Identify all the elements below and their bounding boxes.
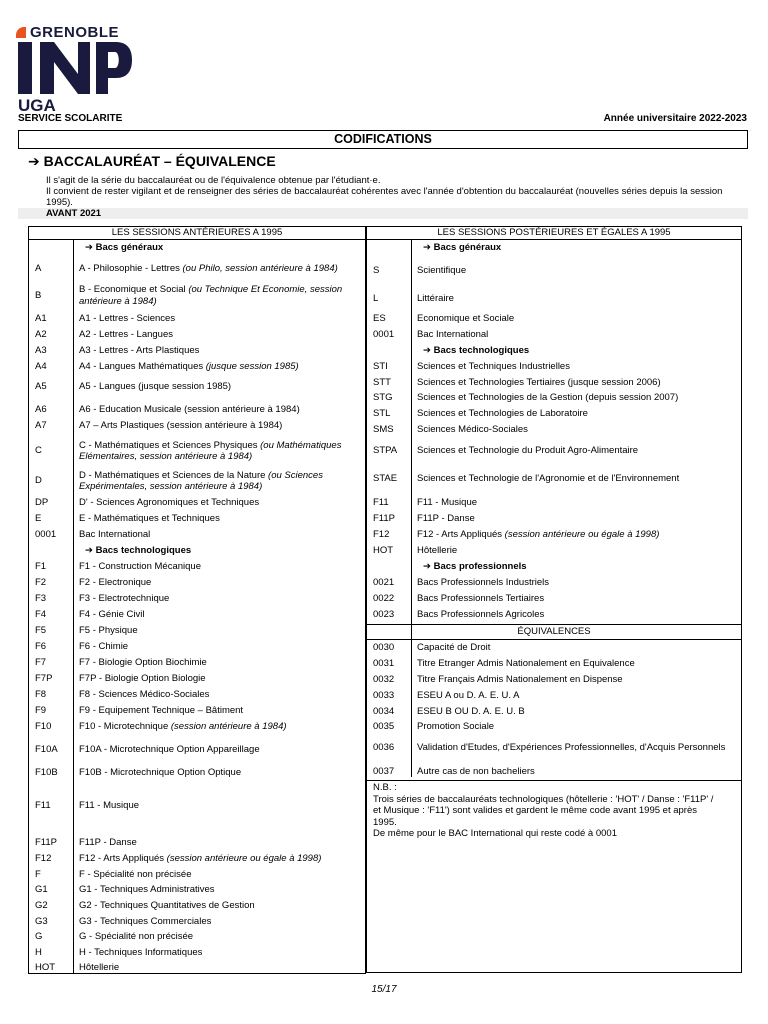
equivalence-code: 0034 <box>373 706 395 718</box>
right-table-row <box>367 439 741 463</box>
left-table-row <box>29 511 365 527</box>
right-table-description: Economique et Sociale <box>417 313 515 325</box>
right-table-row <box>367 575 741 591</box>
left-table-code: F10B <box>35 767 58 779</box>
logo-mark <box>16 27 26 38</box>
equivalence-description: Promotion Sociale <box>417 721 495 733</box>
left-table-row <box>29 559 365 575</box>
left-table-row <box>29 898 365 914</box>
right-table-description: ➔ Bacs professionnels <box>423 561 527 573</box>
left-table-code: G <box>35 931 43 943</box>
left-table-row <box>29 359 365 375</box>
left-table-row <box>29 882 365 898</box>
left-table-note: (ou Mathématiques Elémentaires, session antérieure à 1984) <box>79 439 342 462</box>
left-table-code: F7P <box>35 673 53 685</box>
left-table-row <box>29 527 365 543</box>
left-table-description: F9 - Equipement Technique – Bâtiment <box>79 705 244 717</box>
left-table-note: (ou Technique Et Economie, session antérieure à 1984) <box>79 284 343 307</box>
equivalence-description: Titre Français Admis Nationalement en Dispense <box>417 674 623 686</box>
left-table-code: F8 <box>35 689 47 701</box>
left-table-code: F10 <box>35 721 52 733</box>
left-table-row <box>29 402 365 418</box>
left-table-row <box>29 719 365 735</box>
left-table-row <box>29 687 365 703</box>
left-table-description: H - Techniques Informatiques <box>79 947 203 959</box>
left-table-row <box>29 703 365 719</box>
equivalences-header: ÉQUIVALENCES <box>367 624 741 640</box>
left-table-row <box>29 929 365 945</box>
left-table-code: A <box>35 262 42 274</box>
equivalence-row <box>367 764 741 780</box>
right-table-code: STG <box>373 392 393 404</box>
right-table-code: HOT <box>373 545 394 557</box>
section-title-text: BACCALAURÉAT – ÉQUIVALENCE <box>43 153 276 169</box>
left-table-description: F3 - Electrotechnique <box>79 593 170 605</box>
left-table-code: A4 <box>35 361 47 373</box>
left-table-row <box>29 418 365 434</box>
left-table-code: G2 <box>35 900 48 912</box>
left-table-code: A7 <box>35 420 47 432</box>
left-table-row <box>29 735 365 765</box>
left-table-code: F6 <box>35 641 47 653</box>
right-table-description: Sciences et Technologie du Produit Agro-Alimentaire <box>417 445 639 457</box>
right-table-code: 0001 <box>373 329 395 341</box>
left-table-row <box>29 375 365 399</box>
right-table-row <box>367 559 741 575</box>
left-table-code: B <box>35 289 42 301</box>
service-label: SERVICE SCOLARITE <box>18 113 123 124</box>
right-table-description: ➔ Bacs généraux <box>423 242 502 254</box>
equivalence-row <box>367 640 741 656</box>
right-table-code: ES <box>373 313 386 325</box>
left-table-code: A1 <box>35 313 47 325</box>
left-table-note: (ou Sciences Expérimentales, session antérieure à 1984) <box>79 469 323 492</box>
left-table-description: Hôtellerie <box>79 961 120 973</box>
equivalence-code: 0032 <box>373 674 395 686</box>
right-table-row <box>367 241 741 255</box>
left-table-description: G1 - Techniques Administratives <box>79 884 215 896</box>
left-table-code: F5 <box>35 625 47 637</box>
left-table-description: A1 - Lettres - Sciences <box>79 313 176 325</box>
left-table-row <box>29 655 365 671</box>
left-table-row <box>29 282 365 309</box>
academic-year: Année universitaire 2022-2023 <box>603 113 747 124</box>
left-table-row <box>29 867 365 883</box>
left-table-row <box>29 835 365 851</box>
left-table-code: F1 <box>35 561 47 573</box>
equivalence-row <box>367 688 741 704</box>
left-table-code: H <box>35 947 42 959</box>
intro-line-1: Il s'agit de la série du baccalauréat ou de l'équivalence obtenue par l'étudiant·e. <box>46 175 381 186</box>
right-table-description: Sciences et Technologies Tertiaires (jusque session 2006) <box>417 377 661 389</box>
left-table-code: F3 <box>35 593 47 605</box>
left-table-description: A4 - Langues Mathématiques (jusque session 1985) <box>79 361 299 373</box>
left-table-description: F10B - Microtechnique Option Optique <box>79 767 242 779</box>
equivalence-description: Validation d'Etudes, d'Expériences Professionnelles, d'Acquis Personnels <box>417 742 726 754</box>
equivalence-code: 0036 <box>373 742 395 754</box>
right-table-row <box>367 285 741 312</box>
nb-line-2: De même pour le BAC International qui reste codé à 0001 <box>373 828 617 839</box>
logo-uga-text: UGA <box>18 96 56 115</box>
left-table-description: F4 - Génie Civil <box>79 609 145 621</box>
equivalence-row <box>367 704 741 720</box>
page-title: CODIFICATIONS <box>18 130 748 149</box>
left-table-description: F7 - Biologie Option Biochimie <box>79 657 207 669</box>
left-table-header: LES SESSIONS ANTÉRIEURES A 1995 <box>29 227 365 240</box>
left-table-code: DP <box>35 497 49 509</box>
equivalence-code: 0030 <box>373 642 395 654</box>
right-table-description: Sciences et Technologies de la Gestion (depuis session 2007) <box>417 392 679 404</box>
right-table-code: STT <box>373 377 391 389</box>
left-table-description: F - Spécialité non précisée <box>79 869 192 881</box>
left-table-row <box>29 639 365 655</box>
equivalence-description: Autre cas de non bacheliers <box>417 766 535 778</box>
avant-label: AVANT 2021 <box>18 208 748 219</box>
left-table-description: F1 - Construction Mécanique <box>79 561 201 573</box>
left-table-row <box>29 543 365 559</box>
equivalence-row <box>367 672 741 688</box>
left-table-row <box>29 623 365 639</box>
right-table-description: Bacs Professionnels Agricoles <box>417 609 545 621</box>
left-table-description: E - Mathématiques et Techniques <box>79 513 220 525</box>
right-table-code: SMS <box>373 424 394 436</box>
equivalence-description: Capacité de Droit <box>417 642 491 654</box>
left-table-row <box>29 241 365 255</box>
right-table-row <box>367 607 741 623</box>
left-table-description: ➔ Bacs généraux <box>85 242 164 254</box>
left-table-row <box>29 851 365 867</box>
left-table-code: F11P <box>35 837 58 849</box>
right-table-code: STAE <box>373 473 398 485</box>
left-table-note: (ou Philo, session antérieure à 1984) <box>182 262 338 274</box>
right-table-code: 0022 <box>373 593 395 605</box>
right-table-description: F12 - Arts Appliqués (session antérieure ou égale à 1998) <box>417 529 660 541</box>
left-table-description: F11 - Musique <box>79 800 140 812</box>
logo-inp-graphic <box>16 40 134 96</box>
left-table-description: F2 - Electronique <box>79 577 152 589</box>
right-table-description: ➔ Bacs technologiques <box>423 345 530 357</box>
left-table-description: G - Spécialité non précisée <box>79 931 194 943</box>
left-table-row <box>29 255 365 282</box>
equivalence-row <box>367 656 741 672</box>
equivalence-code: 0037 <box>373 766 395 778</box>
left-table-row <box>29 466 365 496</box>
equivalence-description: Titre Etranger Admis Nationalement en Equivalence <box>417 658 635 670</box>
left-table-description: F12 - Arts Appliqués (session antérieure ou égale à 1998) <box>79 853 322 865</box>
left-table-code: F <box>35 869 41 881</box>
right-table-description: Sciences et Technologie de l'Agronomie et de l'Environnement <box>417 473 680 485</box>
left-table-description: G3 - Techniques Commerciales <box>79 916 212 928</box>
left-table-description: F10A - Microtechnique Option Appareillage <box>79 744 260 756</box>
left-table-note: (session antérieure ou égale à 1998) <box>166 853 322 865</box>
page-number: 15/17 <box>371 984 397 995</box>
nb-title: N.B. : <box>373 782 397 793</box>
arrow-icon: ➔ <box>28 153 40 169</box>
right-table-row <box>367 359 741 375</box>
left-table-row <box>29 591 365 607</box>
left-table-code: C <box>35 445 42 457</box>
left-table-code: E <box>35 513 42 525</box>
left-table-code: F7 <box>35 657 47 669</box>
left-table-code: F2 <box>35 577 47 589</box>
right-table-row <box>367 511 741 527</box>
left-table-row <box>29 434 365 468</box>
right-table-row <box>367 543 741 559</box>
left-table-row <box>29 914 365 930</box>
equivalence-description: ESEU B OU D. A. E. U. B <box>417 706 525 718</box>
right-table-row <box>367 527 741 543</box>
left-table-code: HOT <box>35 961 56 973</box>
left-table-description: ➔ Bacs technologiques <box>85 545 192 557</box>
left-table-code: A3 <box>35 345 47 357</box>
right-table-description: Bac International <box>417 329 489 341</box>
left-table-row <box>29 311 365 327</box>
intro-text <box>46 175 751 208</box>
left-table-row <box>29 607 365 623</box>
right-table-row <box>367 422 741 438</box>
left-table-row <box>29 960 365 975</box>
right-table-code: F11P <box>373 513 396 525</box>
left-table-description: F7P - Biologie Option Biologie <box>79 673 206 685</box>
left-table-description: A - Philosophie - Lettres (ou Philo, session antérieure à 1984) <box>79 262 338 274</box>
equivalence-code: 0033 <box>373 690 395 702</box>
right-table-code: STI <box>373 361 388 373</box>
left-table-description: C - Mathématiques et Sciences Physiques (ou Mathématiques Elémentaires, session antérieure à 1984) <box>79 439 342 462</box>
equivalence-code: 0031 <box>373 658 395 670</box>
left-table-code: 0001 <box>35 529 57 541</box>
left-table-description: A6 - Education Musicale (session antérieure à 1984) <box>79 404 300 416</box>
left-table-code: F4 <box>35 609 47 621</box>
left-table-description: A2 - Lettres - Langues <box>79 329 173 341</box>
section-title <box>28 153 276 170</box>
right-table-note: (session antérieure ou égale à 1998) <box>504 529 660 541</box>
left-table-note: (session antérieure à 1984) <box>170 721 287 733</box>
left-table-row <box>29 765 365 781</box>
nb-divider <box>367 780 741 781</box>
right-table-code: S <box>373 265 380 277</box>
right-table-code: F12 <box>373 529 390 541</box>
right-table-description: Sciences et Technologies de Laboratoire <box>417 408 588 420</box>
left-table-code: D <box>35 475 42 487</box>
left-table-description: D - Mathématiques et Sciences de la Nature (ou Sciences Expérimentales, session antérieure à 1984) <box>79 469 323 492</box>
left-table-description: A5 - Langues (jusque session 1985) <box>79 381 232 393</box>
right-table-description: Scientifique <box>417 265 467 277</box>
left-table-description: A7 – Arts Plastiques (session antérieure à 1984) <box>79 420 283 432</box>
right-table-row <box>367 375 741 391</box>
left-table-description: G2 - Techniques Quantitatives de Gestion <box>79 900 255 912</box>
right-table-code: L <box>373 292 379 304</box>
left-table-description: A3 - Lettres - Arts Plastiques <box>79 345 200 357</box>
left-table-row <box>29 495 365 511</box>
right-table-row <box>367 390 741 406</box>
left-table-code: F9 <box>35 705 47 717</box>
left-table-code: A6 <box>35 404 47 416</box>
right-table-description: Sciences Médico-Sociales <box>417 424 528 436</box>
left-table-description: F10 - Microtechnique (session antérieure à 1984) <box>79 721 287 733</box>
equivalence-code: 0035 <box>373 721 395 733</box>
left-table-description: Bac International <box>79 529 151 541</box>
right-table-description: F11P - Danse <box>417 513 475 525</box>
intro-line-2: Il convient de rester vigilant et de renseigner des séries de baccalauréat cohérentes avec l'année d'obtention du baccalauréat (nouvelles séries depuis la session 1995). <box>46 186 723 208</box>
left-table-description: F5 - Physique <box>79 625 138 637</box>
right-table-description: Littéraire <box>417 292 454 304</box>
left-table-code: A5 <box>35 381 47 393</box>
right-table-row <box>367 327 741 343</box>
left-table-row <box>29 327 365 343</box>
equivalence-row <box>367 719 741 735</box>
right-table-row <box>367 495 741 511</box>
right-table-code: 0023 <box>373 609 395 621</box>
left-table-code: F11 <box>35 800 51 812</box>
right-table-header: LES SESSIONS POSTÉRIEURES ET ÉGALES A 1995 <box>367 227 741 240</box>
right-table-description: F11 - Musique <box>417 497 478 509</box>
right-table <box>366 226 742 973</box>
left-table-code: G3 <box>35 916 48 928</box>
right-table-description: Sciences et Techniques Industrielles <box>417 361 570 373</box>
right-table-description: Bacs Professionnels Industriels <box>417 577 550 589</box>
nb-line-1: Trois séries de baccalauréats technologiques (hôtellerie : 'HOT' / Danse : 'F11P' / et Musique : 'F11') sont valides et gardent le même code avant 1995 et après 1995. <box>373 793 714 828</box>
right-table-row <box>367 343 741 359</box>
left-table-note: (jusque session 1985) <box>205 361 299 373</box>
right-table-code: STPA <box>373 445 398 457</box>
left-table-code: G1 <box>35 884 48 896</box>
logo-grenoble-text: GRENOBLE <box>30 24 120 41</box>
nb-note <box>373 782 723 840</box>
right-table-description: Hôtellerie <box>417 545 458 557</box>
right-table-code: F11 <box>373 497 389 509</box>
left-table-row <box>29 945 365 961</box>
left-table <box>28 226 366 974</box>
left-table-row <box>29 782 365 830</box>
left-table-code: F12 <box>35 853 52 865</box>
right-table-row <box>367 591 741 607</box>
right-table-code: 0021 <box>373 577 395 589</box>
left-table-code: F10A <box>35 744 58 756</box>
right-table-row <box>367 406 741 422</box>
right-table-description: Bacs Professionnels Tertiaires <box>417 593 545 605</box>
left-table-description: F11P - Danse <box>79 837 137 849</box>
left-table-description: F8 - Sciences Médico-Sociales <box>79 689 210 701</box>
left-table-description: D' - Sciences Agronomiques et Techniques <box>79 497 260 509</box>
equivalence-row <box>367 735 741 761</box>
left-table-row <box>29 671 365 687</box>
right-table-code: STL <box>373 408 391 420</box>
left-table-code: A2 <box>35 329 47 341</box>
left-table-description: B - Economique et Social (ou Technique Et Economie, session antérieure à 1984) <box>79 284 343 307</box>
left-table-row <box>29 575 365 591</box>
grenoble-inp-uga-logo <box>16 24 134 116</box>
left-table-row <box>29 343 365 359</box>
right-table-row <box>367 311 741 327</box>
right-table-row <box>367 465 741 493</box>
left-table-description: F6 - Chimie <box>79 641 129 653</box>
equivalence-description: ESEU A ou D. A. E. U. A <box>417 690 520 702</box>
right-table-row <box>367 255 741 287</box>
